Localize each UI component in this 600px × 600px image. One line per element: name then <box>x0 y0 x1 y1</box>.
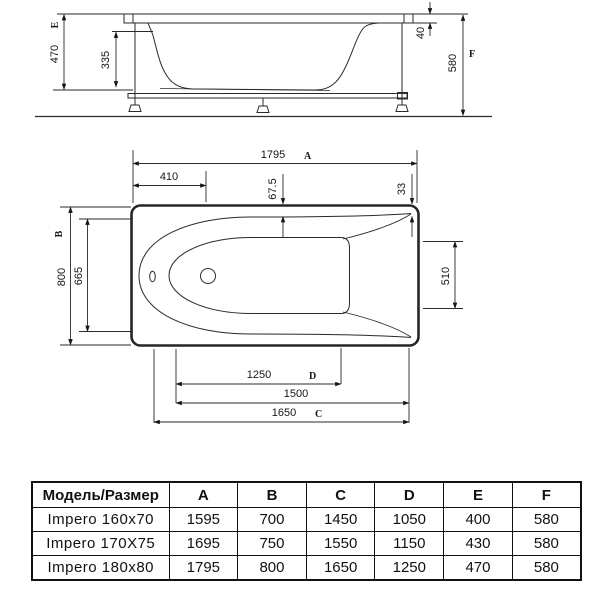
label-f: F <box>469 49 476 60</box>
basin-outline <box>169 238 350 314</box>
label-b: B <box>54 230 65 238</box>
inner-rim <box>139 214 411 338</box>
dim-510-label: 510 <box>440 266 452 286</box>
label-a: A <box>304 151 312 162</box>
value-a: 1795 <box>169 556 238 581</box>
tub-profile <box>148 23 379 90</box>
value-f: 580 <box>512 532 581 556</box>
header-b: B <box>238 482 307 508</box>
dim-410-label: 410 <box>159 171 179 183</box>
model-name: Impero 180x80 <box>32 556 169 581</box>
value-f: 580 <box>512 508 581 532</box>
table-row <box>32 556 581 581</box>
model-name: Impero 170X75 <box>32 532 169 556</box>
value-c: 1650 <box>306 556 375 581</box>
tub-outline <box>132 206 419 346</box>
header-c: C <box>306 482 375 508</box>
value-b: 750 <box>238 532 307 556</box>
header-a: A <box>169 482 238 508</box>
value-d: 1150 <box>375 532 444 556</box>
dim-470-label: 470 <box>49 44 61 64</box>
value-f: 580 <box>512 556 581 581</box>
table-header-row <box>32 482 581 508</box>
dim-580-label: 580 <box>447 53 459 73</box>
model-name: Impero 160x70 <box>32 508 169 532</box>
value-a: 1595 <box>169 508 238 532</box>
label-c: C <box>315 409 323 420</box>
header-e: E <box>444 482 513 508</box>
dim-1500-label: 1500 <box>283 388 309 400</box>
value-e: 430 <box>444 532 513 556</box>
dim-1795-label: 1795 <box>260 149 286 161</box>
header-d: D <box>375 482 444 508</box>
support-frame <box>128 93 408 113</box>
tub-rim <box>124 14 413 23</box>
dim-1250-label: 1250 <box>246 369 272 381</box>
dim-665-label: 665 <box>73 266 85 286</box>
dim-470 <box>53 15 133 91</box>
dim-67-5-label: 67.5 <box>267 178 279 200</box>
value-c: 1450 <box>306 508 375 532</box>
value-c: 1550 <box>306 532 375 556</box>
overflow-hole <box>150 271 156 281</box>
size-table <box>31 481 582 581</box>
table-row <box>32 508 581 532</box>
value-d: 1250 <box>375 556 444 581</box>
dim-1650-label: 1650 <box>271 407 297 419</box>
header-model: Модель/Размер <box>32 482 169 508</box>
dim-335 <box>112 32 153 88</box>
value-a: 1695 <box>169 532 238 556</box>
value-d: 1050 <box>375 508 444 532</box>
dim-665 <box>79 219 133 332</box>
side-view-labels <box>49 21 475 72</box>
value-b: 800 <box>238 556 307 581</box>
header-f: F <box>512 482 581 508</box>
value-b: 700 <box>238 508 307 532</box>
label-d: D <box>309 371 317 382</box>
dim-800-label: 800 <box>56 267 68 287</box>
dim-800 <box>60 207 131 345</box>
dim-33-label: 33 <box>396 182 408 196</box>
value-e: 400 <box>444 508 513 532</box>
table-row <box>32 532 581 556</box>
dim-40-label: 40 <box>415 26 427 40</box>
label-e: E <box>50 21 61 29</box>
dim-335-label: 335 <box>100 50 112 70</box>
drain-hole <box>201 269 216 284</box>
value-e: 470 <box>444 556 513 581</box>
plan-view-labels <box>54 149 452 420</box>
